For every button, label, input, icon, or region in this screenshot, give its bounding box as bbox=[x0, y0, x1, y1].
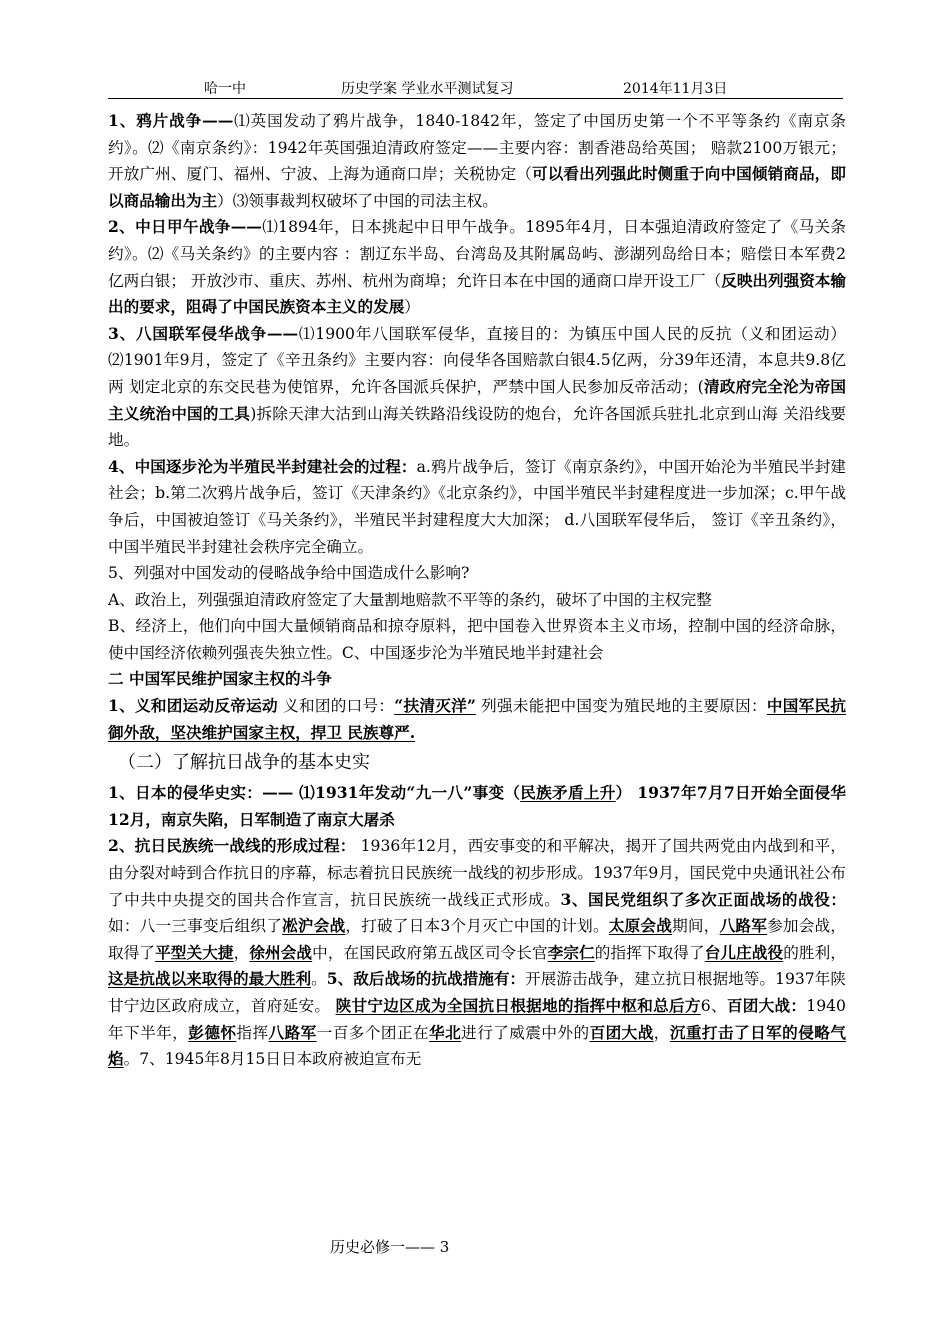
text: 的胜利， bbox=[783, 943, 846, 962]
text: 列强未能把中国变为殖民地的主要原因： bbox=[475, 697, 767, 716]
underline-heavy-blow: 沉重打击了日军的侵略气焰 bbox=[108, 1022, 846, 1069]
paragraph-japan-invasion bbox=[108, 780, 846, 833]
text: 6、 bbox=[700, 997, 727, 1015]
text: 期间， bbox=[672, 917, 720, 936]
text: ） 1937年7月7日开始全面侵华 12月，南京失陷，日军制造了南京大屠杀 bbox=[108, 783, 846, 829]
text: 。 bbox=[311, 970, 327, 989]
heading-frontal-battles: 3、国民党组织了多次正面战场的战役： bbox=[560, 889, 846, 909]
page-body bbox=[108, 108, 846, 1073]
text: ，打破了日本3个月灭亡中国的计划。 bbox=[345, 917, 609, 936]
text: ⑴1931年发动“九一八”事变（ bbox=[293, 783, 521, 803]
heading-boxer: 1、义和团运动反帝运动 bbox=[108, 696, 278, 716]
header-date: 2014年11月3日 bbox=[623, 81, 728, 97]
header-school: 哈一中 bbox=[204, 81, 246, 97]
text: ⑴1900年八国联军侵华，直接目的：为镇压中国人民的反抗（义和团运动）⑵1901年9月，签定了《辛丑条约》主要内容：向侵华各国赔款白银4.5亿两，分39年还清，本息共9.8亿两 划定北京的东交民巷为使馆界，允许各国派兵保护，严禁中国人民参加反帝活动；( bbox=[108, 324, 846, 396]
underline-north-china: 华北 bbox=[429, 1022, 462, 1042]
paragraph-sino-japanese-war bbox=[108, 214, 846, 320]
text: 的指挥下取得了 bbox=[594, 943, 705, 962]
text: ⑴英国发动了鸦片战争，1840-1842年，签定了中国历史第一个不平等条约《南京条约》。⑵《南京条约》：1942年英国强迫清政府签定——主要内容：割香港岛给英国； 赔款2100万银元；开放广州、厦门、福州、宁波、上海为通商口岸；关税协定（ bbox=[108, 112, 846, 184]
header-course: 历史学案 学业水平测试复习 bbox=[341, 81, 514, 97]
paragraph-boxer bbox=[108, 693, 846, 746]
text: 一百多个团正在 bbox=[316, 1023, 430, 1042]
text: ， bbox=[653, 1023, 670, 1042]
section-title-text: 二 中国军民维护国家主权的斗争 bbox=[108, 669, 332, 689]
bold-note: 可以看出列强此时侧重于向中国倾销商品，即以商品输出为主 bbox=[108, 164, 846, 210]
page-header bbox=[108, 76, 843, 99]
underline-eighth-route-2: 八路军 bbox=[268, 1022, 317, 1042]
paragraph-opium-war bbox=[108, 108, 846, 214]
text: 1940年下半年， bbox=[108, 997, 846, 1042]
page-footer: 历史必修一—— 3 bbox=[330, 1238, 450, 1256]
text: 义和团的口号： bbox=[277, 697, 395, 716]
text: 中，在国民政府第五战区司令长官 bbox=[312, 943, 548, 962]
underline-national-conflict: 民族矛盾上升 bbox=[520, 783, 616, 803]
underline-eighth-route: 八路军 bbox=[719, 916, 768, 936]
text: 1936年12月，西安事变的和平解决，揭开了国共两党由内战到和平，由分裂对峙到合作抗日的序幕，标志着抗日民族统一战线的初步形成。1937年9月，国民党中央通讯社公布了中共中央提交的国共合作宣言，抗日民族统一战线正式形成。 bbox=[108, 837, 846, 909]
heading-opium-war: 1、鸦片战争—— bbox=[108, 111, 234, 130]
heading-eight-nation: 3、八国联军侵华战争—— bbox=[108, 323, 299, 343]
heading-semi-colonial: 4、中国逐步沦为半殖民半封建社会的过程： bbox=[108, 456, 417, 476]
section-title-sovereignty bbox=[108, 666, 846, 693]
boxer-slogan: “扶清灭洋” bbox=[394, 696, 476, 716]
text: 开展游击战争，建立抗日根据地等。1937年陕甘宁边区政府成立，首府延安。 bbox=[108, 970, 846, 1015]
paragraph-united-front bbox=[108, 833, 846, 1072]
section-title-anti-japanese: （二）了解抗日战争的基本史实 bbox=[118, 752, 370, 774]
underline-hundred-regiments: 百团大战 bbox=[589, 1022, 654, 1042]
heading-hundred-regiments: 百团大战： bbox=[726, 996, 807, 1015]
paragraph-semi-colonial bbox=[108, 454, 846, 560]
text: a.鸦片战争后，签订《南京条约》，中国开始沦为半殖民半封建社会；b.第二次鸦片战争后，签订《天津条约》《北京条约》，中国半殖民半封建程度进一步加深；c.甲午战争后，中国被迫签订《马关条约》，半殖民半封建程度大大加深； d.八国联军侵华后， 签订《辛丑条约》， 中国半殖民半封建社会秩序完全确立。 bbox=[108, 457, 846, 556]
bold-note: 反映出列强资本输出的要求，阻碍了中国民族资本主义的发展 bbox=[108, 270, 846, 317]
heading-japan-invasion: 1、日本的侵华史实：—— bbox=[108, 783, 294, 803]
answer-b: B、经济上，他们向中国大量倾销商品和掠夺原料，把中国卷入世界资本主义市场，控制中国的经济命脉，使中国经济依赖列强丧失独立性。C、中国逐步沦为半殖民地半封建社会 bbox=[108, 617, 846, 662]
text: ）⑶领事裁判权破坏了中国的司法主权。 bbox=[217, 191, 498, 210]
underline-taiyuan: 太原会战 bbox=[608, 916, 673, 936]
text: ， bbox=[233, 943, 250, 962]
underline-biggest-victory: 这是抗战以来取得的最大胜利 bbox=[108, 969, 312, 989]
question-impact: 5、列强对中国发动的侵略战争给中国造成什么影响? bbox=[108, 564, 470, 583]
text: 。7、1945年8月15日日本政府被迫宣布无 bbox=[123, 1050, 422, 1069]
text: )拆除天津大沽到山海关铁路沿线设防的炮台，允许各国派兵驻扎北京到山海 关沿线要地。 bbox=[108, 404, 846, 450]
heading-united-front: 2、抗日民族统一战线的形成过程： bbox=[108, 836, 356, 856]
paragraph-eight-nation bbox=[108, 321, 846, 454]
underline-shaanganning: 陕甘宁边区成为全国抗日根据地的指挥中枢和总后方 bbox=[335, 996, 701, 1015]
underline-taierzhuang: 台儿庄战役 bbox=[704, 942, 784, 962]
heading-rear-battles: 5、敌后战场的抗战措施有： bbox=[326, 969, 526, 989]
heading-sino-japanese-war: 2、中日甲午战争—— bbox=[108, 217, 262, 237]
text: ） bbox=[404, 298, 420, 317]
text: ⑴1894年，日本挑起中日甲午战争。1895年4月，日本强迫清政府签定了《马关条约》。⑵《马关条约》的主要内容 ：割辽东半岛、台湾岛及其附属岛屿、澎湖列岛给日本；赔偿日本军费2亿两白银； 开放沙市、重庆、苏州、杭州为商埠；允许日本在中国的通商口岸开设工厂（ bbox=[108, 218, 846, 290]
underline-songhu: 凇沪会战 bbox=[282, 916, 346, 936]
bold-note: 清政府完全沦为帝国主义统治中国的工具 bbox=[108, 376, 846, 423]
underline-li-zongren: 李宗仁 bbox=[547, 942, 595, 962]
boxer-reason: 中国军民抗御外敌，坚决维护国家主权，捍卫 民族尊严. bbox=[108, 696, 846, 742]
text: 如：八一三事变后组织了 bbox=[108, 917, 283, 936]
answer-a: A、政治上，列强强迫清政府签定了大量割地赔款不平等的条约，破坏了中国的主权完整 bbox=[108, 590, 712, 609]
underline-xuzhou: 徐州会战 bbox=[249, 942, 313, 962]
underline-peng-dehuai: 彭德怀 bbox=[188, 1022, 237, 1042]
underline-pingxingguan: 平型关大捷 bbox=[155, 942, 234, 962]
text: 指挥 bbox=[236, 1023, 269, 1042]
text: 进行了威震中外的 bbox=[461, 1023, 590, 1042]
text: 参加会战，取得了 bbox=[108, 917, 846, 962]
